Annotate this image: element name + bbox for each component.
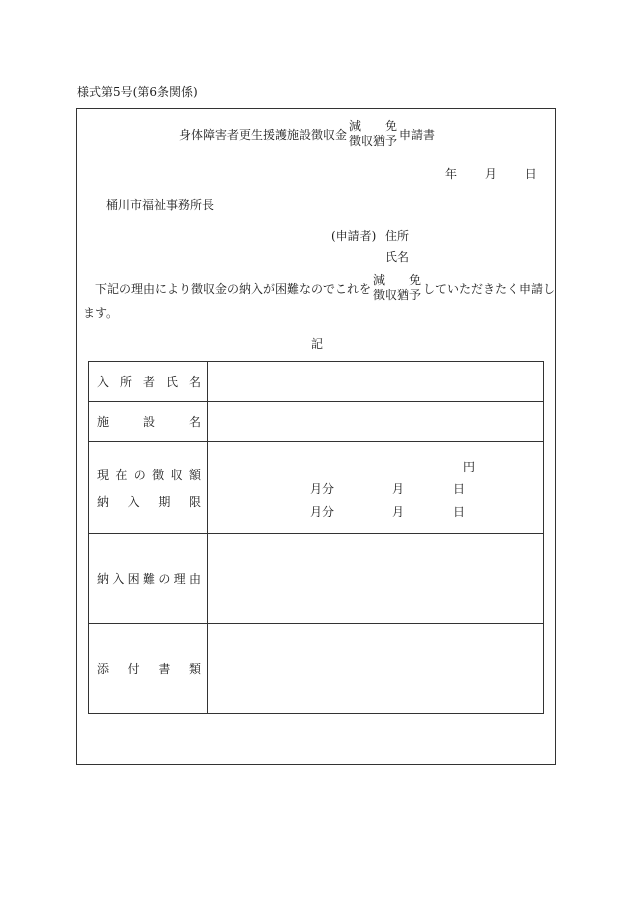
- due1-month-portion: 月分: [310, 482, 335, 496]
- addressee: 桶川市福祉事務所長: [106, 198, 215, 212]
- label-char: 設: [142, 415, 155, 429]
- label-char: 名: [188, 375, 201, 389]
- body-line-2: ます。: [83, 306, 119, 320]
- label-char: 由: [188, 572, 201, 586]
- table-row: [89, 362, 544, 402]
- label-char: 納: [97, 494, 110, 509]
- label-char: 困: [127, 572, 140, 586]
- resident-name-label: [89, 362, 208, 402]
- label-char: 入: [112, 572, 125, 586]
- body-option-reduce: 減: [373, 273, 386, 287]
- resident-name-field[interactable]: [208, 362, 544, 402]
- title-suffix: 申請書: [399, 128, 436, 142]
- title-prefix: 身体障害者更生援護施設徴収金: [179, 128, 348, 142]
- reason-label: [89, 534, 208, 624]
- fee-and-due-field[interactable]: [208, 442, 544, 534]
- label-char: の: [133, 467, 146, 482]
- applicant-label: (申請者): [331, 229, 377, 243]
- fee-and-due-label: [89, 442, 208, 534]
- table-row: [89, 402, 544, 442]
- label-char: 付: [127, 662, 140, 676]
- address-label: 住所: [385, 229, 410, 243]
- table-row: [89, 534, 544, 624]
- documents-field[interactable]: [208, 624, 544, 714]
- due1-month: 月: [392, 482, 405, 496]
- reason-field[interactable]: [208, 534, 544, 624]
- form-number: 様式第5号(第6条関係): [77, 85, 198, 99]
- body-line-1: [95, 274, 555, 304]
- label-char: 施: [97, 415, 110, 429]
- body-option-exempt: 免: [409, 273, 422, 287]
- date-line: [445, 168, 537, 180]
- label-char: 収: [170, 467, 183, 482]
- label-char: 氏: [165, 375, 178, 389]
- table-row: [89, 442, 544, 534]
- due2-month-portion: 月分: [310, 505, 335, 519]
- title-option-exempt: 免: [385, 119, 398, 133]
- date-year: 年: [445, 167, 458, 181]
- title-option-defer: 徴収猶予: [349, 134, 398, 148]
- label-char: 添: [97, 662, 110, 676]
- label-char: 現: [97, 467, 110, 482]
- facility-name-field[interactable]: [208, 402, 544, 442]
- label-char: 者: [142, 375, 155, 389]
- date-day: 日: [524, 167, 537, 181]
- name-label: 氏名: [385, 250, 410, 264]
- body-suffix: していただきたく申請し: [423, 282, 556, 296]
- label-char: 名: [188, 415, 201, 429]
- ki-heading: 記: [311, 337, 324, 351]
- label-char: 在: [115, 467, 128, 482]
- label-char: 入: [127, 494, 140, 509]
- label-char: 理: [173, 572, 186, 586]
- label-char: 入: [97, 375, 110, 389]
- facility-name-label: [89, 402, 208, 442]
- label-char: 期: [158, 494, 171, 509]
- title-option-stack: [349, 120, 397, 150]
- label-char: 限: [188, 494, 201, 509]
- label-char: 徴: [152, 467, 165, 482]
- date-month: 月: [484, 167, 497, 181]
- yen-unit: 円: [463, 460, 476, 474]
- label-char: 書: [158, 662, 171, 676]
- label-char: 所: [119, 375, 132, 389]
- form-title: [179, 120, 435, 150]
- due1-day: 日: [453, 482, 466, 496]
- due2-day: 日: [453, 505, 466, 519]
- title-option-reduce: 減: [349, 119, 362, 133]
- label-char: 難: [142, 572, 155, 586]
- body-option-defer: 徴収猶予: [373, 288, 422, 302]
- body-prefix: 下記の理由により徴収金の納入が困難なのでこれを: [95, 282, 372, 296]
- documents-label: [89, 624, 208, 714]
- body-option-stack: [373, 274, 421, 304]
- application-table: [88, 361, 544, 714]
- due2-month: 月: [392, 505, 405, 519]
- table-row: [89, 624, 544, 714]
- label-char: 納: [97, 572, 110, 586]
- label-char: 額: [188, 467, 201, 482]
- label-char: 類: [188, 662, 201, 676]
- label-char: の: [158, 572, 171, 586]
